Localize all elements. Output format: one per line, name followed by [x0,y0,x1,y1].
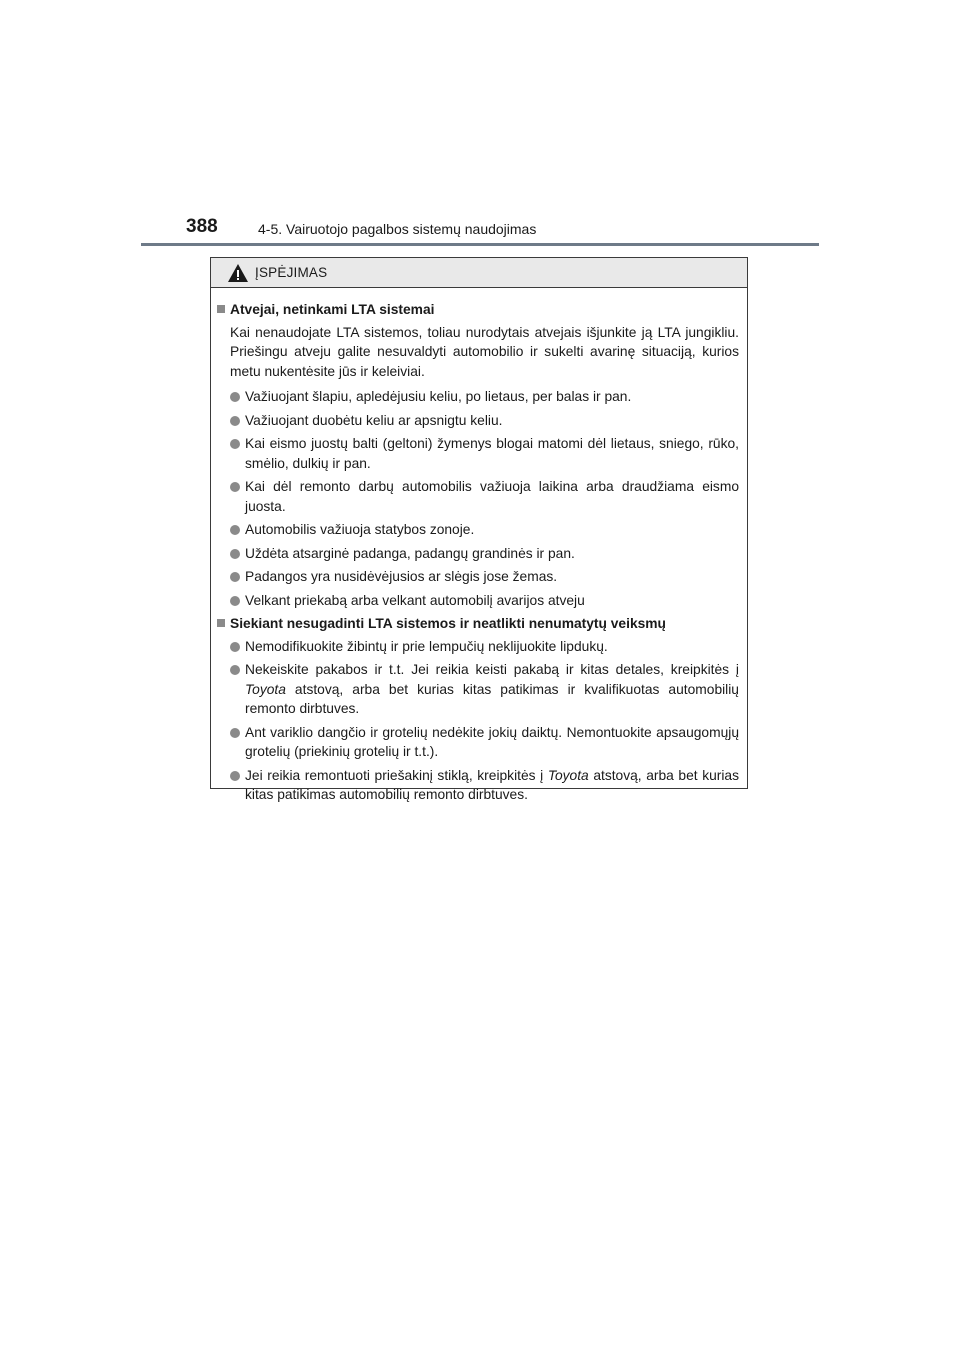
section-title: 4-5. Vairuotojo pagalbos sistemų naudojimas [258,221,537,237]
warning-triangle-icon [227,263,249,283]
list-item [230,637,739,657]
list-item [230,766,739,805]
list-item-text: Važiuojant šlapiu, apledėjusiu keliu, po lietaus, per balas ir pan. [245,389,632,404]
list-item [230,387,739,407]
bullet-dot-icon [230,392,240,402]
list-item-text: Padangos yra nusidėvėjusios ar slėgis jose žemas. [245,569,558,584]
header-divider [141,243,819,246]
list-item-text: Automobilis važiuoja statybos zonoje. [245,522,475,537]
bullet-dot-icon [230,439,240,449]
warning-section-title [217,300,739,320]
warning-section-title-text: Atvejai, netinkami LTA sistemai [230,302,435,317]
list-item-text: Uždėta atsarginė padanga, padangų grandinės ir pan. [245,545,575,561]
page-number: 388 [186,216,218,237]
list-item-text: Jei reikia remontuoti priešakinį stiklą, kreipkitės į Toyota atstovą, arba bet kurias kitas patikimas automobilių remonto dirbtuves. [245,767,740,802]
bullet-dot-icon [230,525,240,535]
warning-section-title-text: Siekiant nesugadinti LTA sistemos ir neatlikti nenumatytų veiksmų [230,616,666,631]
bullet-dot-icon [230,665,240,675]
bullet-dot-icon [230,771,240,781]
list-item [230,660,739,719]
warning-section [217,614,739,805]
warning-section [217,300,739,610]
bullet-dot-icon [230,482,240,492]
bullet-dot-icon [230,596,240,606]
list-item [230,434,739,473]
list-item-text: Kai dėl remonto darbų automobilis važiuoja laikina arba draudžiama eismo juosta. [245,479,739,514]
bullet-dot-icon [230,642,240,652]
list-item-text: Ant variklio dangčio ir grotelių nedėkite jokių daiktų. Nemontuokite apsaugomųjų grotelių (priekinių grotelių ir t.t.). [245,724,739,759]
warning-section-title [217,614,739,634]
list-item [230,723,739,762]
list-item [230,591,739,611]
bullet-dot-icon [230,549,240,559]
list-item [230,411,739,431]
warning-header [211,258,747,288]
warning-title: ĮSPĖJIMAS [255,265,328,280]
warning-section-intro: Kai nenaudojate LTA sistemos, toliau nurodytais atvejais išjunkite ją LTA jungikliu. Priešingu atveju galite nesuvaldyti automobilio ir sukelti avarinę situaciją, kurios metu nukentėsite jūs ir keleiviai. [230,324,739,379]
warning-body [211,288,747,805]
bullet-dot-icon [230,416,240,426]
list-item [230,520,739,540]
square-bullet-icon [217,619,225,627]
list-item-text: Nemodifikuokite žibintų ir prie lempučių neklijuokite lipdukų. [245,638,608,654]
list-item-text: Važiuojant duobėtu keliu ar apsnigtu keliu. [245,412,503,428]
square-bullet-icon [217,305,225,313]
list-item-text: Kai eismo juostų balti (geltoni) žymenys blogai matomi dėl lietaus, sniego, rūko, smėlio, dulkių ir pan. [245,436,739,471]
list-item [230,567,739,587]
bullet-dot-icon [230,728,240,738]
list-item [230,477,739,516]
list-item-text: Nekeiskite pakabos ir t.t. Jei reikia keisti pakabą ir kitas detales, kreipkitės į Toyota atstovą, arba bet kurias kitas patikimas ir kvalifikuotas automobilių remonto dirbtuves. [245,662,739,716]
list-item [230,544,739,564]
bullet-dot-icon [230,572,240,582]
warning-box [210,257,748,802]
list-item-text: Velkant priekabą arba velkant automobilį avarijos atveju [245,592,585,608]
